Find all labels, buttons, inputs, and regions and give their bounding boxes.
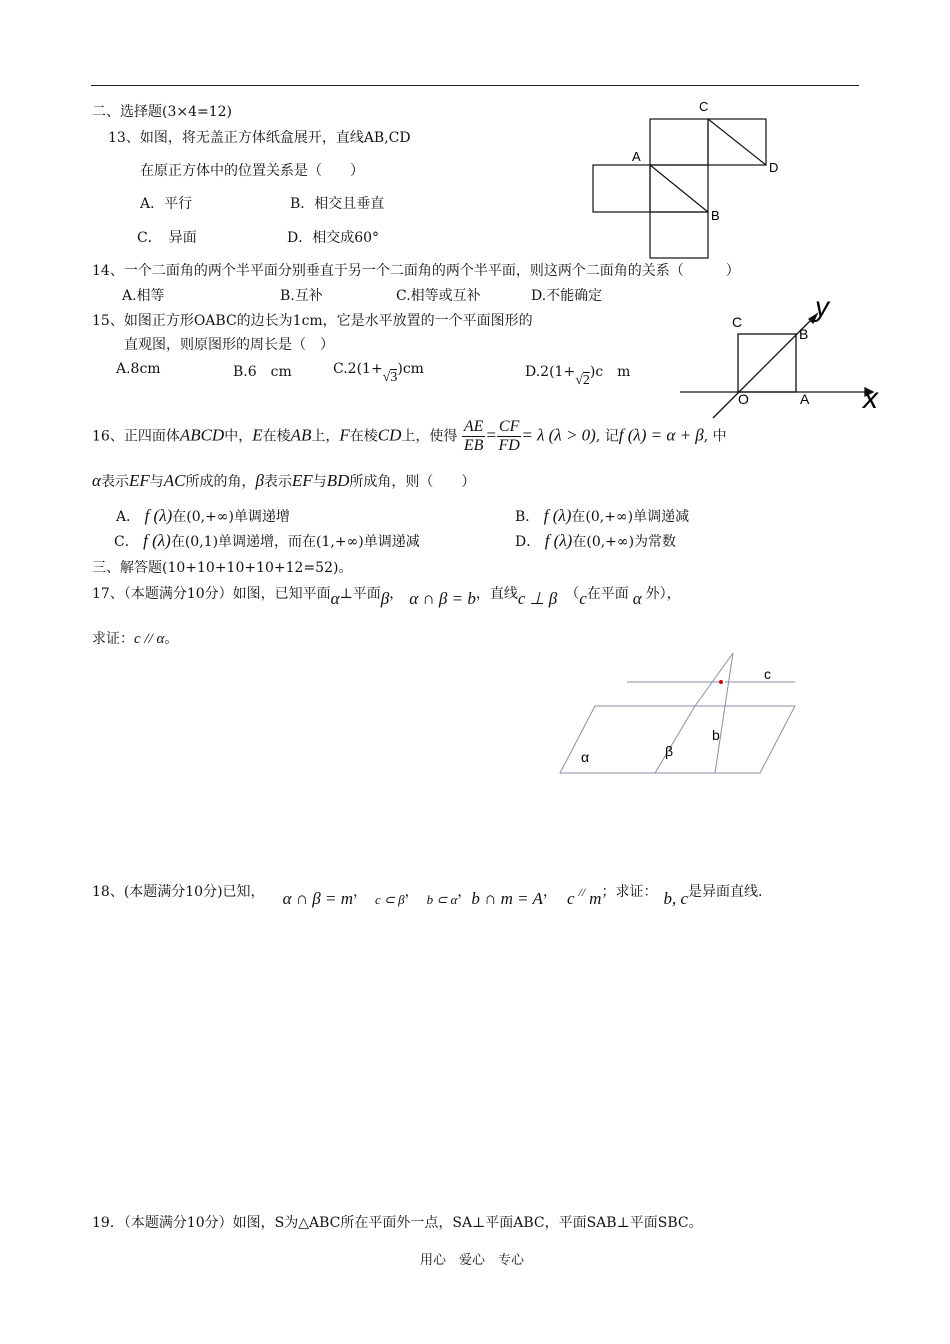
q15-option-d-rad: 2 xyxy=(582,373,590,388)
q16-math: ABCD xyxy=(179,425,225,445)
q16-math: β xyxy=(255,471,264,490)
q16-opt-text: 在(0,+∞)单调递减 xyxy=(571,509,690,525)
q16-text: 表示 xyxy=(100,474,129,490)
q16-text: 所成角，则（ ） xyxy=(349,474,476,490)
q16-math: EF xyxy=(128,471,150,490)
q16-line2 xyxy=(92,471,475,491)
q13-label-b: B xyxy=(711,208,720,223)
q16-math: f (λ) xyxy=(144,506,173,525)
q15-line1: 15、如图正方形OABC的边长为1cm，它是水平放置的一个平面图形的 xyxy=(92,313,533,329)
q18-math: α ∩ β = m xyxy=(282,889,353,908)
q15-label-b: B xyxy=(799,326,809,342)
q17-text: （ xyxy=(565,586,580,602)
q17-text: 求证： xyxy=(92,631,134,647)
q17-text: ，直线 xyxy=(475,586,518,602)
q17-text: ， xyxy=(389,586,404,602)
sqrt-icon: √2 xyxy=(575,373,590,388)
q16-text: 上，使得 xyxy=(401,428,458,445)
q18-math: c xyxy=(566,889,575,908)
q17-math: α xyxy=(330,589,340,608)
q15-label-a: A xyxy=(800,391,810,407)
q16-math: CD xyxy=(377,425,402,445)
q17-text: 17、（本题满分10分）如图，已知平面 xyxy=(92,586,331,602)
q14-option-d: D.不能确定 xyxy=(531,288,603,304)
q17-math: α xyxy=(632,589,642,608)
q16-fraction-cf-fd xyxy=(497,418,521,455)
q14-option-a: A.相等 xyxy=(122,288,165,304)
q17-math: c xyxy=(579,589,587,608)
q16-opt-text: 在(0,1)单调递增，而在(1,+∞)单调递减 xyxy=(170,534,420,550)
q16-math: AB xyxy=(290,425,312,445)
q13-label-c: C xyxy=(699,99,709,114)
q16-option-c xyxy=(114,531,420,551)
q13-label-a: A xyxy=(632,149,641,164)
q15-option-c-pre: C.2(1+ xyxy=(333,361,383,377)
q18-text: 是异面直线. xyxy=(688,884,763,900)
q15-label-x: x xyxy=(863,382,878,415)
q15-option-c-rad: 3 xyxy=(390,370,398,385)
q16-text: 表示 xyxy=(263,474,292,490)
q16-option-b xyxy=(515,506,689,526)
q16-text: 在棱 xyxy=(262,428,291,445)
q18-text: ， xyxy=(457,884,472,900)
q16-text: , 中 xyxy=(703,428,727,445)
q13-line1: 13、如图，将无盖正方体纸盒展开，直线AB,CD xyxy=(108,130,411,146)
q16-frac-den: FD xyxy=(498,437,520,454)
q17-text: 。 xyxy=(164,631,179,647)
q17-planes-figure xyxy=(555,650,805,780)
q16-math: EF xyxy=(291,471,313,490)
q17-label-c: c xyxy=(764,666,771,682)
q17-math: α ∩ β = b xyxy=(409,589,476,608)
q16-math: f (λ) xyxy=(143,531,171,550)
q16-math: f (λ) = α xyxy=(618,425,676,445)
q18-text: 18、(本题满分10分)已知， xyxy=(92,884,265,900)
q16-fraction-ae-eb xyxy=(462,418,486,455)
q16-text: 在棱 xyxy=(349,428,378,445)
q16-frac-den: EB xyxy=(463,437,484,454)
q17-text: ⊥平面 xyxy=(339,586,381,602)
q17-text: 在平面 xyxy=(586,586,629,602)
q18-math: c ⊂ β xyxy=(374,892,405,907)
q15-option-c-post: )cm xyxy=(397,361,424,377)
q19-text: 19．（本题满分10分）如图，S为△ABC所在平面外一点，SA⊥平面ABC，平面SAB⊥平面SBC。 xyxy=(92,1215,703,1231)
q17-label-alpha: α xyxy=(581,749,590,765)
q17-point xyxy=(719,680,723,684)
q16-text: 与 xyxy=(149,474,164,490)
q17-prove xyxy=(92,628,178,648)
q18-math: b, c xyxy=(663,889,688,908)
q16-text: 16、正四面体 xyxy=(92,428,180,445)
q15-line2: 直观图，则原图形的周长是（ ） xyxy=(124,337,334,353)
q16-opt-label: B． xyxy=(515,509,540,525)
q17-line1 xyxy=(92,583,681,608)
q18-math: b ⊂ α xyxy=(426,892,458,907)
header-rule xyxy=(91,85,859,86)
q15-option-b: B.6 cm xyxy=(233,364,292,380)
q15-label-o: O xyxy=(738,391,749,407)
q16-opt-label: D． xyxy=(515,534,541,550)
q18-text: ；求证： xyxy=(601,884,658,900)
q16-math: α xyxy=(92,471,101,490)
page-footer: 用心 爱心 专心 xyxy=(420,1253,525,1268)
q15-option-c xyxy=(333,361,424,385)
q13-label-d: D xyxy=(769,160,779,175)
q17-math: c // α xyxy=(134,631,165,647)
q15-option-d xyxy=(525,361,631,388)
q15-option-d-pre: D.2(1+ xyxy=(525,364,576,380)
q16-text: 中， xyxy=(224,428,253,445)
q15-label-y: y xyxy=(815,292,829,322)
q14-stem: 14、一个二面角的两个半平面分别垂直于另一个二面角的两个半平面，则这两个二面角的关系（ ） xyxy=(92,263,740,279)
q17-math: β xyxy=(380,589,390,608)
q15-oblique-square-figure xyxy=(675,292,890,422)
q16-math: = xyxy=(485,425,497,445)
q16-opt-label: C． xyxy=(114,534,139,550)
q16-opt-label: A． xyxy=(116,509,141,525)
q16-opt-text: 在(0,+∞)单调递增 xyxy=(172,509,290,525)
q16-option-a xyxy=(116,506,290,526)
q17-math: c ⊥ β xyxy=(517,589,558,608)
q13-option-c: C． 异面 xyxy=(137,230,197,246)
q13-option-d: D．相交成60° xyxy=(287,230,380,246)
q16-math: f (λ) xyxy=(543,506,572,525)
sqrt-icon: √3 xyxy=(382,370,398,385)
q16-text: 所成的角， xyxy=(185,474,256,490)
q16-math: BD xyxy=(326,471,350,490)
q17-text: 外）， xyxy=(645,586,681,602)
q16-text: 与 xyxy=(312,474,327,490)
q16-math: f (λ) xyxy=(544,531,573,550)
q16-math: = λ (λ > 0) xyxy=(521,425,596,445)
q14-option-b: B.互补 xyxy=(280,288,323,304)
q18-math: m xyxy=(589,889,602,908)
q16-text: , 记 xyxy=(595,428,619,445)
q18-text: ， xyxy=(352,884,367,900)
q16-math: AC xyxy=(163,471,186,490)
q16-math: E xyxy=(252,425,263,445)
section-3-title: 三、解答题(10+10+10+10+12=52)。 xyxy=(92,560,353,576)
q18-line xyxy=(92,881,763,908)
q15-label-c: C xyxy=(732,314,743,330)
q14-option-c: C.相等或互补 xyxy=(396,288,481,304)
q16-frac-num: CF xyxy=(498,418,520,435)
q16-frac-num: AE xyxy=(463,418,484,435)
q18-math: b ∩ m = A xyxy=(471,889,543,908)
q13-option-a: A．平行 xyxy=(140,196,193,212)
q13-cube-net-figure xyxy=(585,95,785,265)
q15-option-d-post: )c m xyxy=(589,364,631,380)
q16-text: 上， xyxy=(311,428,340,445)
q16-line1 xyxy=(92,418,727,455)
q18-text: ， xyxy=(542,884,557,900)
section-2-title: 二、选择题(3×4=12) xyxy=(92,104,233,120)
q17-label-b: b xyxy=(712,727,720,743)
q17-label-beta: β xyxy=(665,743,674,759)
q16-math: + β xyxy=(675,425,704,445)
q18-text: ， xyxy=(404,884,419,900)
q16-option-d xyxy=(515,531,676,551)
q16-math: F xyxy=(339,425,350,445)
q13-option-b: B．相交且垂直 xyxy=(290,196,385,212)
q18-math: // xyxy=(578,885,586,899)
q13-line2: 在原正方体中的位置关系是（ ） xyxy=(140,163,364,179)
q15-option-a: A.8cm xyxy=(116,361,161,377)
q16-opt-text: 在(0,+∞)为常数 xyxy=(572,534,677,550)
